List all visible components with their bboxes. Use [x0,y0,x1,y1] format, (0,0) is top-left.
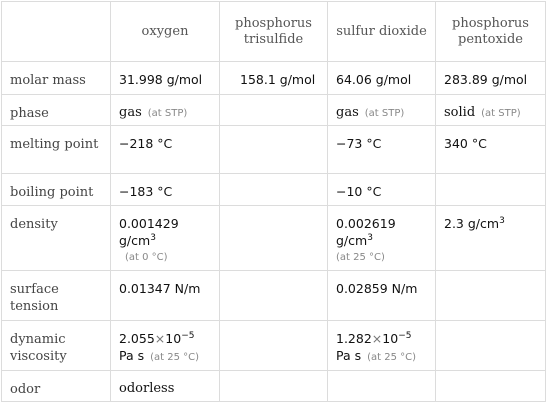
surface-tension-sulfur-dioxide: 0.02859 N/m [328,271,436,321]
corner-cell [2,2,111,62]
molar-mass-phosphorus-trisulfide: 158.1 g/mol [220,62,328,95]
column-header-sulfur-dioxide: sulfur dioxide [328,2,436,62]
viscosity-mantissa: 1.282 [336,331,372,346]
viscosity-base: 10 [382,331,399,346]
odor-oxygen: odorless [111,371,220,402]
phase-value: gas [119,105,142,120]
phase-value: gas [336,105,359,120]
row-header-melting-point: melting point [2,126,111,174]
row-header-density: density [2,206,111,271]
table-row [2,371,546,402]
density-oxygen [111,206,220,271]
times-sign: × [371,331,383,346]
table-row [2,95,546,126]
table-row [2,321,546,371]
surface-tension-oxygen: 0.01347 N/m [111,271,220,321]
table-row [2,206,546,271]
viscosity-note: (at 25 °C) [367,352,417,363]
row-header-phase: phase [2,95,111,126]
row-header-molar-mass: molar mass [2,62,111,95]
viscosity-note: (at 25 °C) [150,352,200,363]
phase-note: (at STP) [481,108,521,119]
phase-note: (at STP) [147,108,188,119]
dynamic-viscosity-sulfur-dioxide [328,321,436,371]
properties-table [1,1,546,402]
viscosity-unit: Pa s [336,348,362,363]
viscosity-unit: Pa s [119,348,145,363]
table-row [2,174,546,206]
phase-value: solid [444,105,476,120]
row-header-odor: odor [2,371,111,402]
viscosity-exponent: −5 [181,331,195,341]
times-sign: × [154,331,166,346]
surface-tension-phosphorus-pentoxide [436,271,546,321]
viscosity-exponent: −5 [398,331,412,341]
row-header-surface-tension: surface tension [2,271,111,321]
dynamic-viscosity-phosphorus-trisulfide [220,321,328,371]
row-header-dynamic-viscosity: dynamic viscosity [2,321,111,371]
table-row [2,271,546,321]
density-phosphorus-pentoxide [436,206,546,271]
phase-sulfur-dioxide [328,95,436,126]
density-exponent: 3 [150,233,156,243]
viscosity-base: 10 [165,331,182,346]
table-row [2,126,546,174]
density-exponent: 3 [499,216,505,226]
viscosity-mantissa: 2.055 [119,331,155,346]
row-header-boiling-point: boiling point [2,174,111,206]
odor-phosphorus-trisulfide [220,371,328,402]
boiling-point-sulfur-dioxide: −10 °C [328,174,436,206]
dynamic-viscosity-oxygen [111,321,220,371]
boiling-point-oxygen: −183 °C [111,174,220,206]
surface-tension-phosphorus-trisulfide [220,271,328,321]
column-header-phosphorus-pentoxide: phosphorus pentoxide [436,2,546,62]
dynamic-viscosity-phosphorus-pentoxide [436,321,546,371]
molar-mass-oxygen: 31.998 g/mol [111,62,220,95]
density-exponent: 3 [367,233,373,243]
density-phosphorus-trisulfide [220,206,328,271]
boiling-point-phosphorus-pentoxide [436,174,546,206]
phase-oxygen [111,95,220,126]
density-note: (at 0 °C) [125,252,168,263]
melting-point-oxygen: −218 °C [111,126,220,174]
density-sulfur-dioxide [328,206,436,271]
molar-mass-phosphorus-pentoxide: 283.89 g/mol [436,62,546,95]
density-unit: g/cm [119,233,151,248]
header-row [2,2,546,62]
melting-point-sulfur-dioxide: −73 °C [328,126,436,174]
phase-note: (at STP) [364,108,405,119]
density-number: 2.3 g/cm [444,216,500,231]
boiling-point-phosphorus-trisulfide [220,174,328,206]
melting-point-phosphorus-pentoxide: 340 °C [436,126,546,174]
phase-phosphorus-trisulfide [220,95,328,126]
column-header-oxygen: oxygen [111,2,220,62]
density-number: 0.002619 [336,216,396,231]
phase-phosphorus-pentoxide [436,95,546,126]
density-number: 0.001429 [119,216,179,231]
density-note: (at 25 °C) [336,252,385,263]
odor-phosphorus-pentoxide [436,371,546,402]
odor-sulfur-dioxide [328,371,436,402]
molar-mass-sulfur-dioxide: 64.06 g/mol [328,62,436,95]
melting-point-phosphorus-trisulfide [220,126,328,174]
density-unit: g/cm [336,233,368,248]
column-header-phosphorus-trisulfide: phosphorus trisulfide [220,2,328,62]
table-row [2,62,546,95]
